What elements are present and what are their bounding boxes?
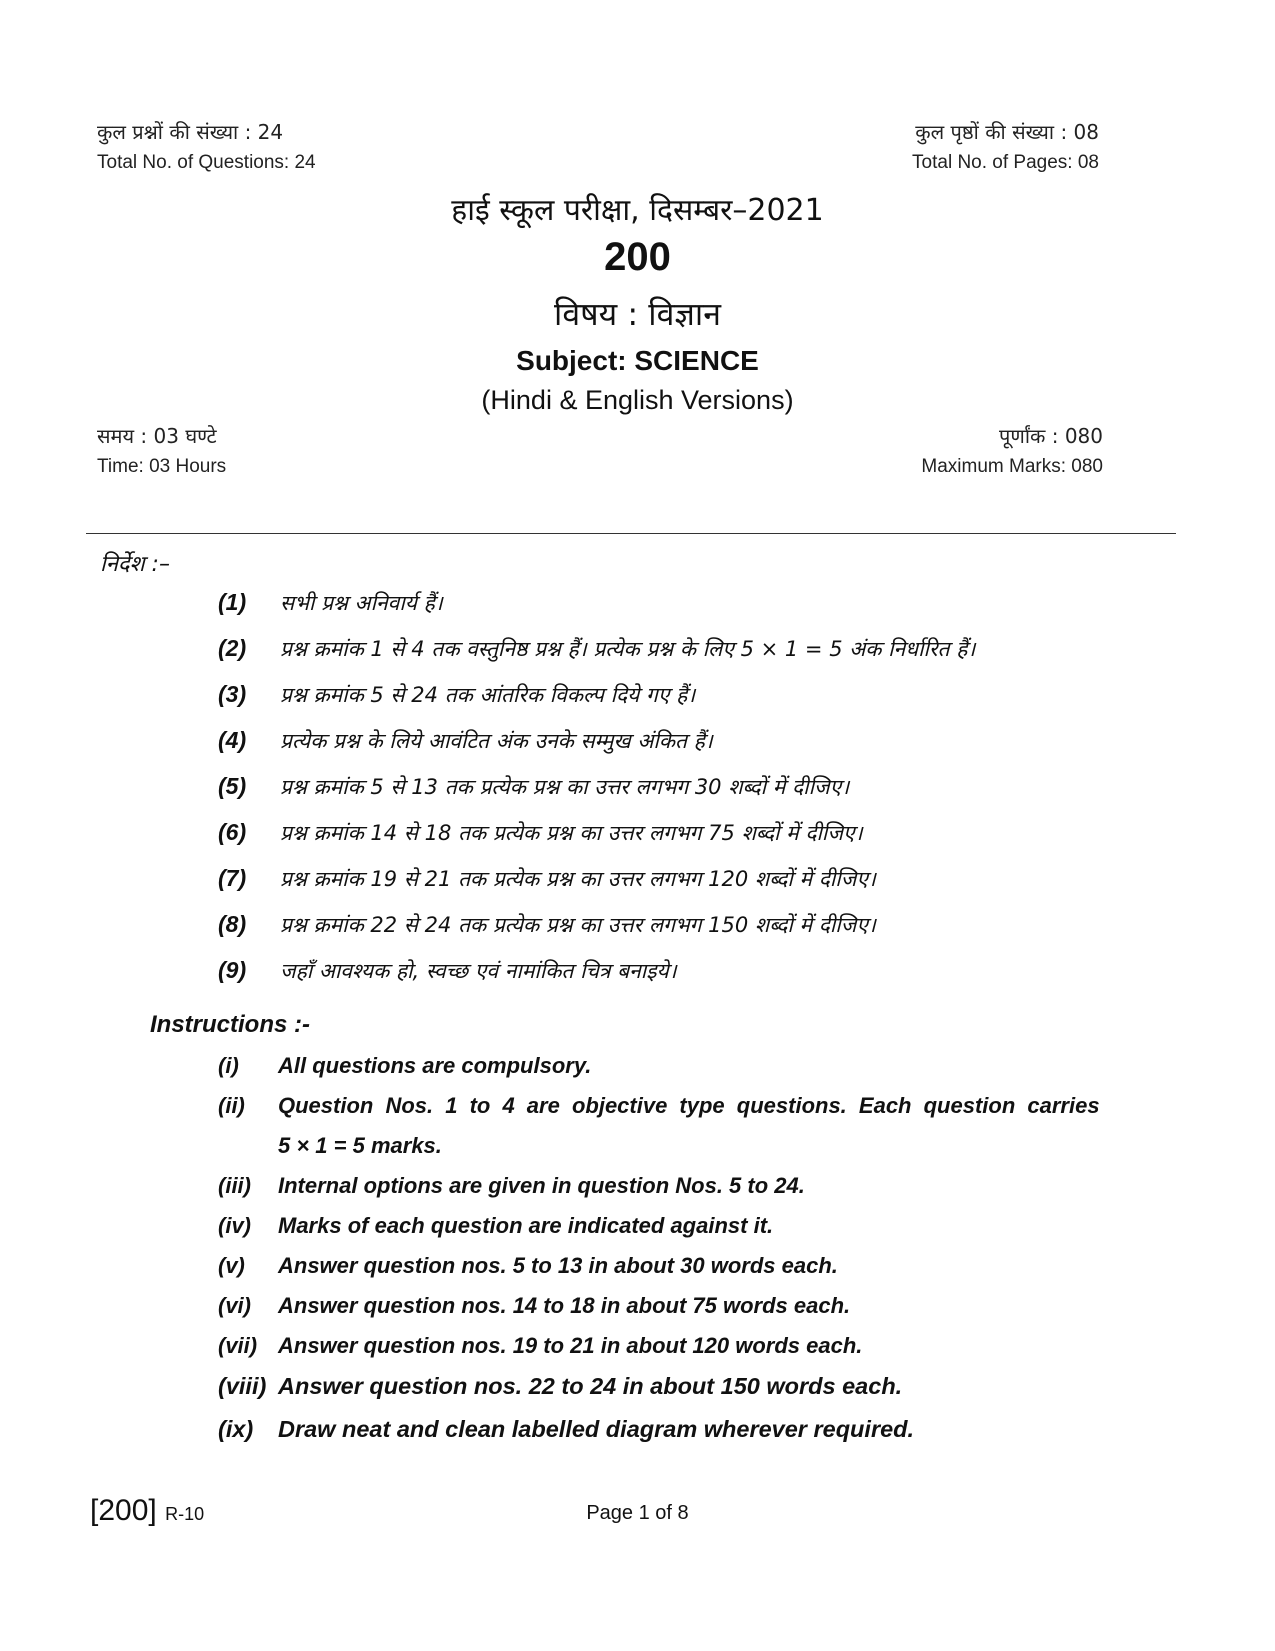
english-instructions-heading: Instructions :- [150, 1011, 310, 1038]
time-hindi: समय : 03 घण्टे [97, 424, 217, 448]
english-instruction-item [218, 1253, 838, 1279]
versions-note: (Hindi & English Versions) [481, 385, 794, 415]
english-instruction-continuation: 5 × 1 = 5 marks. [278, 1133, 442, 1158]
english-instruction-item [218, 1373, 902, 1400]
item-text: Answer question nos. 19 to 21 in about 120 words each. [278, 1333, 863, 1358]
subject-english: Subject: SCIENCE [516, 345, 759, 376]
hindi-instruction-item [218, 819, 863, 849]
hindi-instruction-item [218, 727, 713, 757]
item-text: Answer question nos. 22 to 24 in about 150 words each. [278, 1373, 903, 1399]
item-text: Question Nos. 1 to 4 are objective type questions. Each question carries [278, 1093, 1100, 1118]
item-number: (viii) [218, 1373, 267, 1399]
english-instruction-item [218, 1416, 914, 1443]
english-instruction-item [218, 1093, 1100, 1119]
item-number: (iv) [218, 1213, 251, 1238]
subject-hindi: विषय : विज्ञान [554, 295, 721, 333]
item-number: (1) [218, 589, 247, 615]
item-text: प्रश्न क्रमांक 14 से 18 तक प्रत्येक प्रश्न का उत्तर लगभग 75 शब्दों में दीजिए। [280, 821, 863, 845]
footer-code: [200] [90, 1494, 157, 1527]
item-number: (vii) [218, 1333, 258, 1358]
item-text: प्रश्न क्रमांक 1 से 4 तक वस्तुनिष्ठ प्रश्न हैं। प्रत्येक प्रश्न के लिए 5 × 1 = 5 अंक निर्धारित हैं। [280, 637, 976, 661]
max-marks-hindi: पूर्णांक : 080 [999, 424, 1103, 448]
item-text: Draw neat and clean labelled diagram wherever required. [278, 1416, 915, 1442]
english-instruction-item [218, 1333, 862, 1359]
time-english: Time: 03 Hours [97, 456, 227, 477]
hindi-instruction-item [218, 865, 876, 895]
item-text: Marks of each question are indicated against it. [278, 1213, 774, 1238]
max-marks-english: Maximum Marks: 080 [921, 456, 1103, 477]
item-number: (v) [218, 1253, 245, 1278]
hindi-instruction-item [218, 957, 677, 987]
item-text: प्रश्न क्रमांक 5 से 24 तक आंतरिक विकल्प दिये गए हैं। [280, 683, 696, 707]
item-number: (vi) [218, 1293, 251, 1318]
exam-title: हाई स्कूल परीक्षा, दिसम्बर–2021 [451, 193, 824, 228]
footer-series: R-10 [165, 1504, 205, 1524]
item-number: (4) [218, 727, 247, 753]
item-text: Answer question nos. 14 to 18 in about 75 words each. [278, 1293, 851, 1318]
item-number: (9) [218, 957, 247, 983]
hindi-instruction-item [218, 773, 849, 803]
item-number: (ii) [218, 1093, 245, 1118]
item-text: प्रश्न क्रमांक 19 से 21 तक प्रत्येक प्रश्न का उत्तर लगभग 120 शब्दों में दीजिए। [280, 867, 876, 891]
header-divider [86, 533, 1176, 534]
total-pages-hindi: कुल पृष्ठों की संख्या : 08 [915, 120, 1099, 144]
page-number: Page 1 of 8 [586, 1502, 689, 1524]
item-number: (3) [218, 681, 247, 707]
hindi-instruction-item [218, 589, 443, 619]
hindi-instruction-item [218, 911, 876, 941]
english-instruction-item [218, 1213, 773, 1239]
item-text: सभी प्रश्न अनिवार्य हैं। [280, 591, 443, 615]
item-text: Internal options are given in question Nos. 5 to 24. [278, 1173, 805, 1198]
hindi-instruction-item [218, 635, 975, 665]
hindi-instruction-item [218, 681, 695, 711]
total-questions-english: Total No. of Questions: 24 [97, 152, 316, 173]
item-text: प्रश्न क्रमांक 22 से 24 तक प्रत्येक प्रश्न का उत्तर लगभग 150 शब्दों में दीजिए। [280, 913, 876, 937]
english-instruction-item [218, 1053, 591, 1079]
item-number: (6) [218, 819, 247, 845]
item-number: (5) [218, 773, 247, 799]
item-text: Answer question nos. 5 to 13 in about 30 words each. [278, 1253, 838, 1278]
item-number: (i) [218, 1053, 239, 1078]
english-instruction-item [218, 1173, 805, 1199]
item-number: (ix) [218, 1416, 254, 1442]
hindi-instructions-heading: निर्देश :– [100, 552, 170, 577]
item-number: (2) [218, 635, 247, 661]
paper-code: 200 [604, 235, 671, 279]
item-number: (7) [218, 865, 247, 891]
item-text: प्रश्न क्रमांक 5 से 13 तक प्रत्येक प्रश्न का उत्तर लगभग 30 शब्दों में दीजिए। [280, 775, 850, 799]
total-questions-hindi: कुल प्रश्नों की संख्या : 24 [97, 120, 284, 144]
english-instruction-item [218, 1293, 850, 1319]
item-text: प्रत्येक प्रश्न के लिये आवंटित अंक उनके सम्मुख अंकित हैं। [280, 729, 713, 753]
item-text: All questions are compulsory. [278, 1053, 592, 1078]
item-number: (iii) [218, 1173, 251, 1198]
total-pages-english: Total No. of Pages: 08 [912, 152, 1099, 173]
item-number: (8) [218, 911, 247, 937]
item-text: जहाँ आवश्यक हो, स्वच्छ एवं नामांकित चित्र बनाइये। [280, 959, 677, 983]
